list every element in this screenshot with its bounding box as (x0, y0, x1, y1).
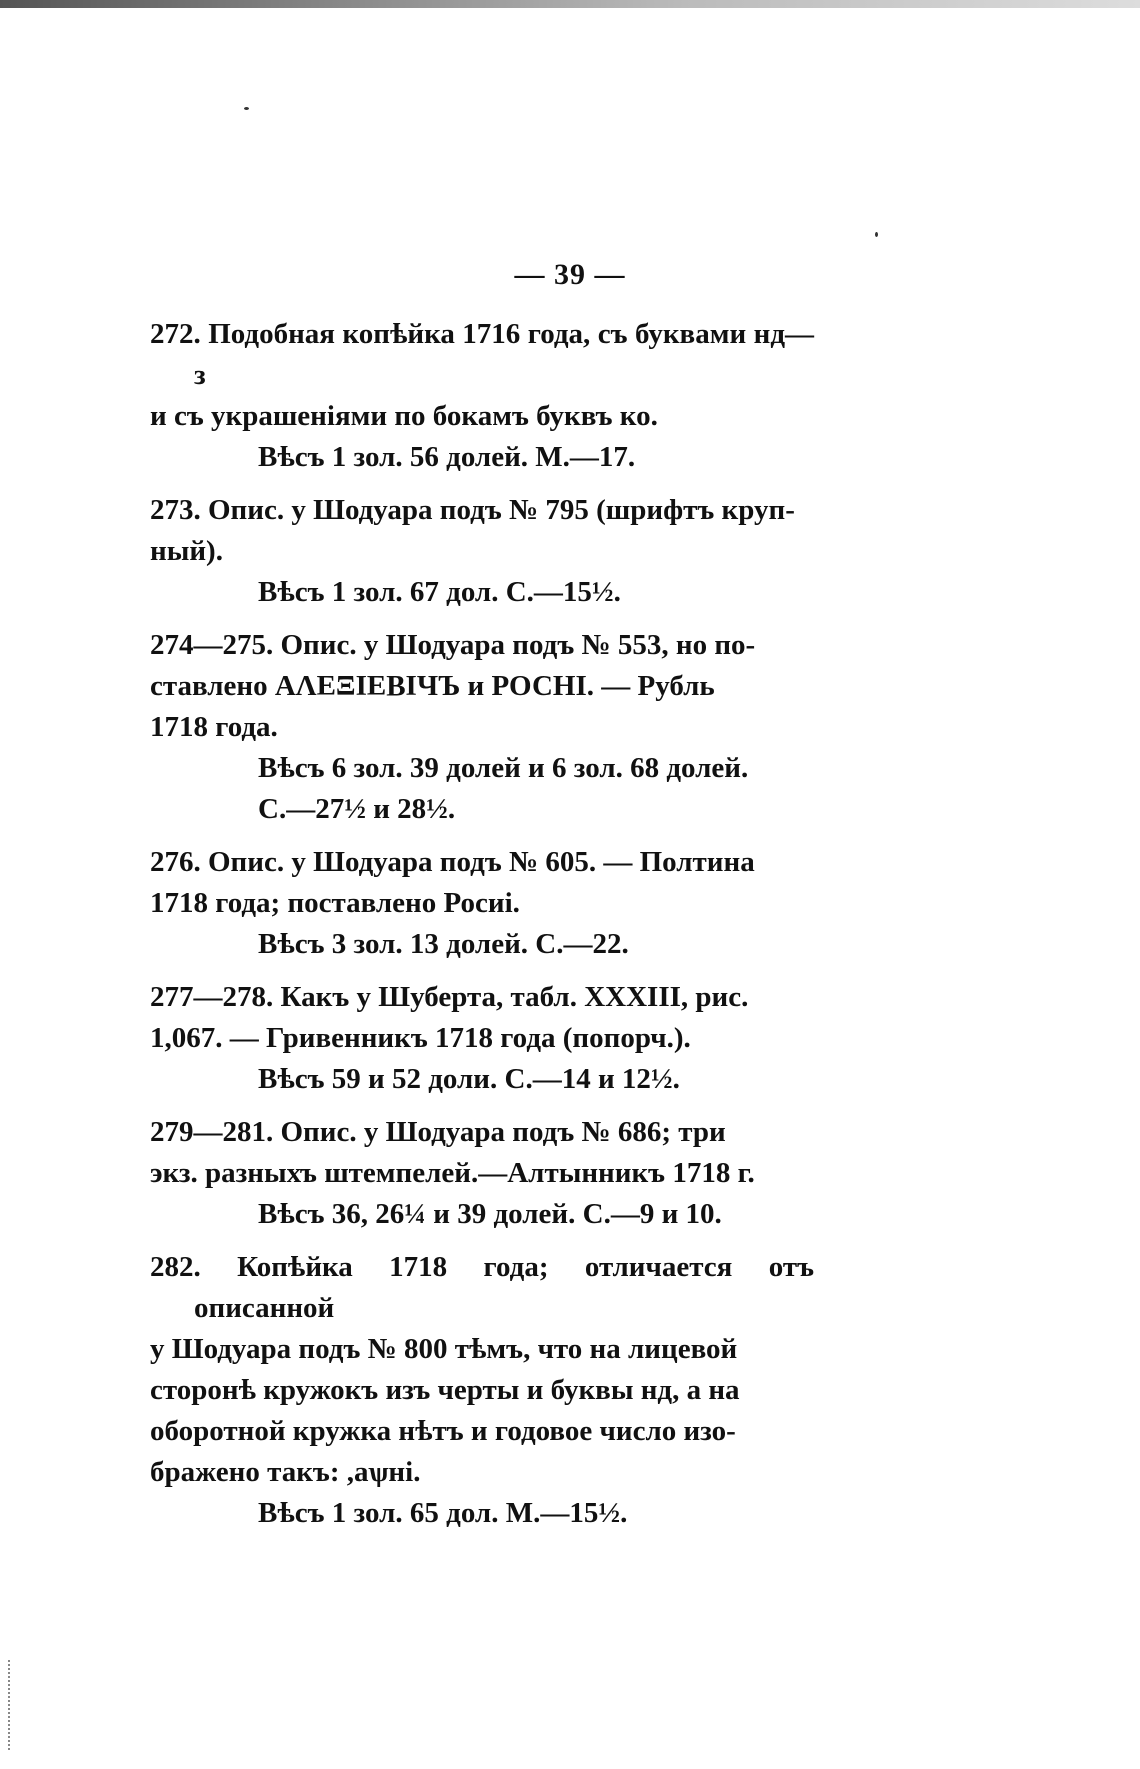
entry-line: 273. Опис. у Шодуара подъ № 795 (шрифтъ круп- (150, 494, 795, 526)
ink-speck (244, 107, 249, 110)
entry-text (150, 1112, 814, 1194)
entry-line: 1718 года; поставлено Росиі. (150, 887, 520, 919)
entry-line: 272. Подобная копѣйка 1716 года, съ буквами нд—з (150, 318, 814, 391)
entry-weight: Вѣсъ 6 зол. 39 долей и 6 зол. 68 долей. (258, 752, 749, 784)
entry-line: 277—278. Какъ у Шуберта, табл. XXXIII, рис. (150, 981, 749, 1013)
catalog-entries (150, 314, 814, 1546)
entry-line: ставлено ΑΛΕΞΙΕΒΙЧЪ и РОСНІ. — Рубль (150, 670, 715, 702)
entry-text (150, 1247, 814, 1493)
entry-weight: Вѣсъ 1 зол. 56 долей. М.—17. (258, 441, 636, 473)
catalog-entry-279-281 (150, 1112, 814, 1235)
entry-line: 276. Опис. у Шодуара подъ № 605. — Полтина (150, 846, 755, 878)
catalog-entry-276 (150, 842, 814, 965)
entry-text (150, 314, 814, 437)
entry-weight: С.—27½ и 28½. (258, 793, 456, 825)
catalog-entry-273 (150, 490, 814, 613)
entry-line: экз. разныхъ штемпелей.—Алтынникъ 1718 г. (150, 1157, 755, 1189)
scan-edge-shadow (0, 0, 1140, 8)
entry-line: и съ украшеніями по бокамъ буквъ ко. (150, 400, 658, 432)
entry-line: у Шодуара подъ № 800 тѣмъ, что на лицевой (150, 1333, 738, 1365)
entry-weight: Вѣсъ 59 и 52 доли. С.—14 и 12½. (258, 1063, 680, 1095)
entry-line: ный). (150, 535, 223, 567)
catalog-entry-272 (150, 314, 814, 478)
scan-edge-mark (8, 1660, 12, 1750)
entry-line: 279—281. Опис. у Шодуара подъ № 686; три (150, 1116, 726, 1148)
entry-line: 1718 года. (150, 711, 278, 743)
entry-weight: Вѣсъ 36, 26¼ и 39 долей. С.—9 и 10. (258, 1198, 722, 1230)
entry-weight: Вѣсъ 1 зол. 67 дол. С.—15½. (258, 576, 621, 608)
entry-line: сторонѣ кружокъ изъ черты и буквы нд, а на (150, 1374, 740, 1406)
entry-line: оборотной кружка нѣтъ и годовое число изо- (150, 1415, 736, 1447)
entry-line: 282. Копѣйка 1718 года; отличается отъ описанной (150, 1251, 814, 1324)
entry-text (150, 977, 814, 1059)
entry-line: 1,067. — Гривенникъ 1718 года (попорч.). (150, 1022, 691, 1054)
catalog-entry-282 (150, 1247, 814, 1534)
entry-line: 274—275. Опис. у Шодуара подъ № 553, но по- (150, 629, 756, 661)
entry-text (150, 490, 814, 572)
entry-weight: Вѣсъ 3 зол. 13 долей. С.—22. (258, 928, 629, 960)
page-number: — 39 — (514, 258, 626, 291)
entry-weight: Вѣсъ 1 зол. 65 дол. М.—15½. (258, 1497, 628, 1529)
catalog-entry-277-278 (150, 977, 814, 1100)
entry-line: бражено такъ: ,аѱні. (150, 1456, 421, 1488)
entry-text (150, 625, 814, 748)
catalog-entry-274-275 (150, 625, 814, 830)
entry-text (150, 842, 814, 924)
ink-speck (875, 232, 878, 237)
